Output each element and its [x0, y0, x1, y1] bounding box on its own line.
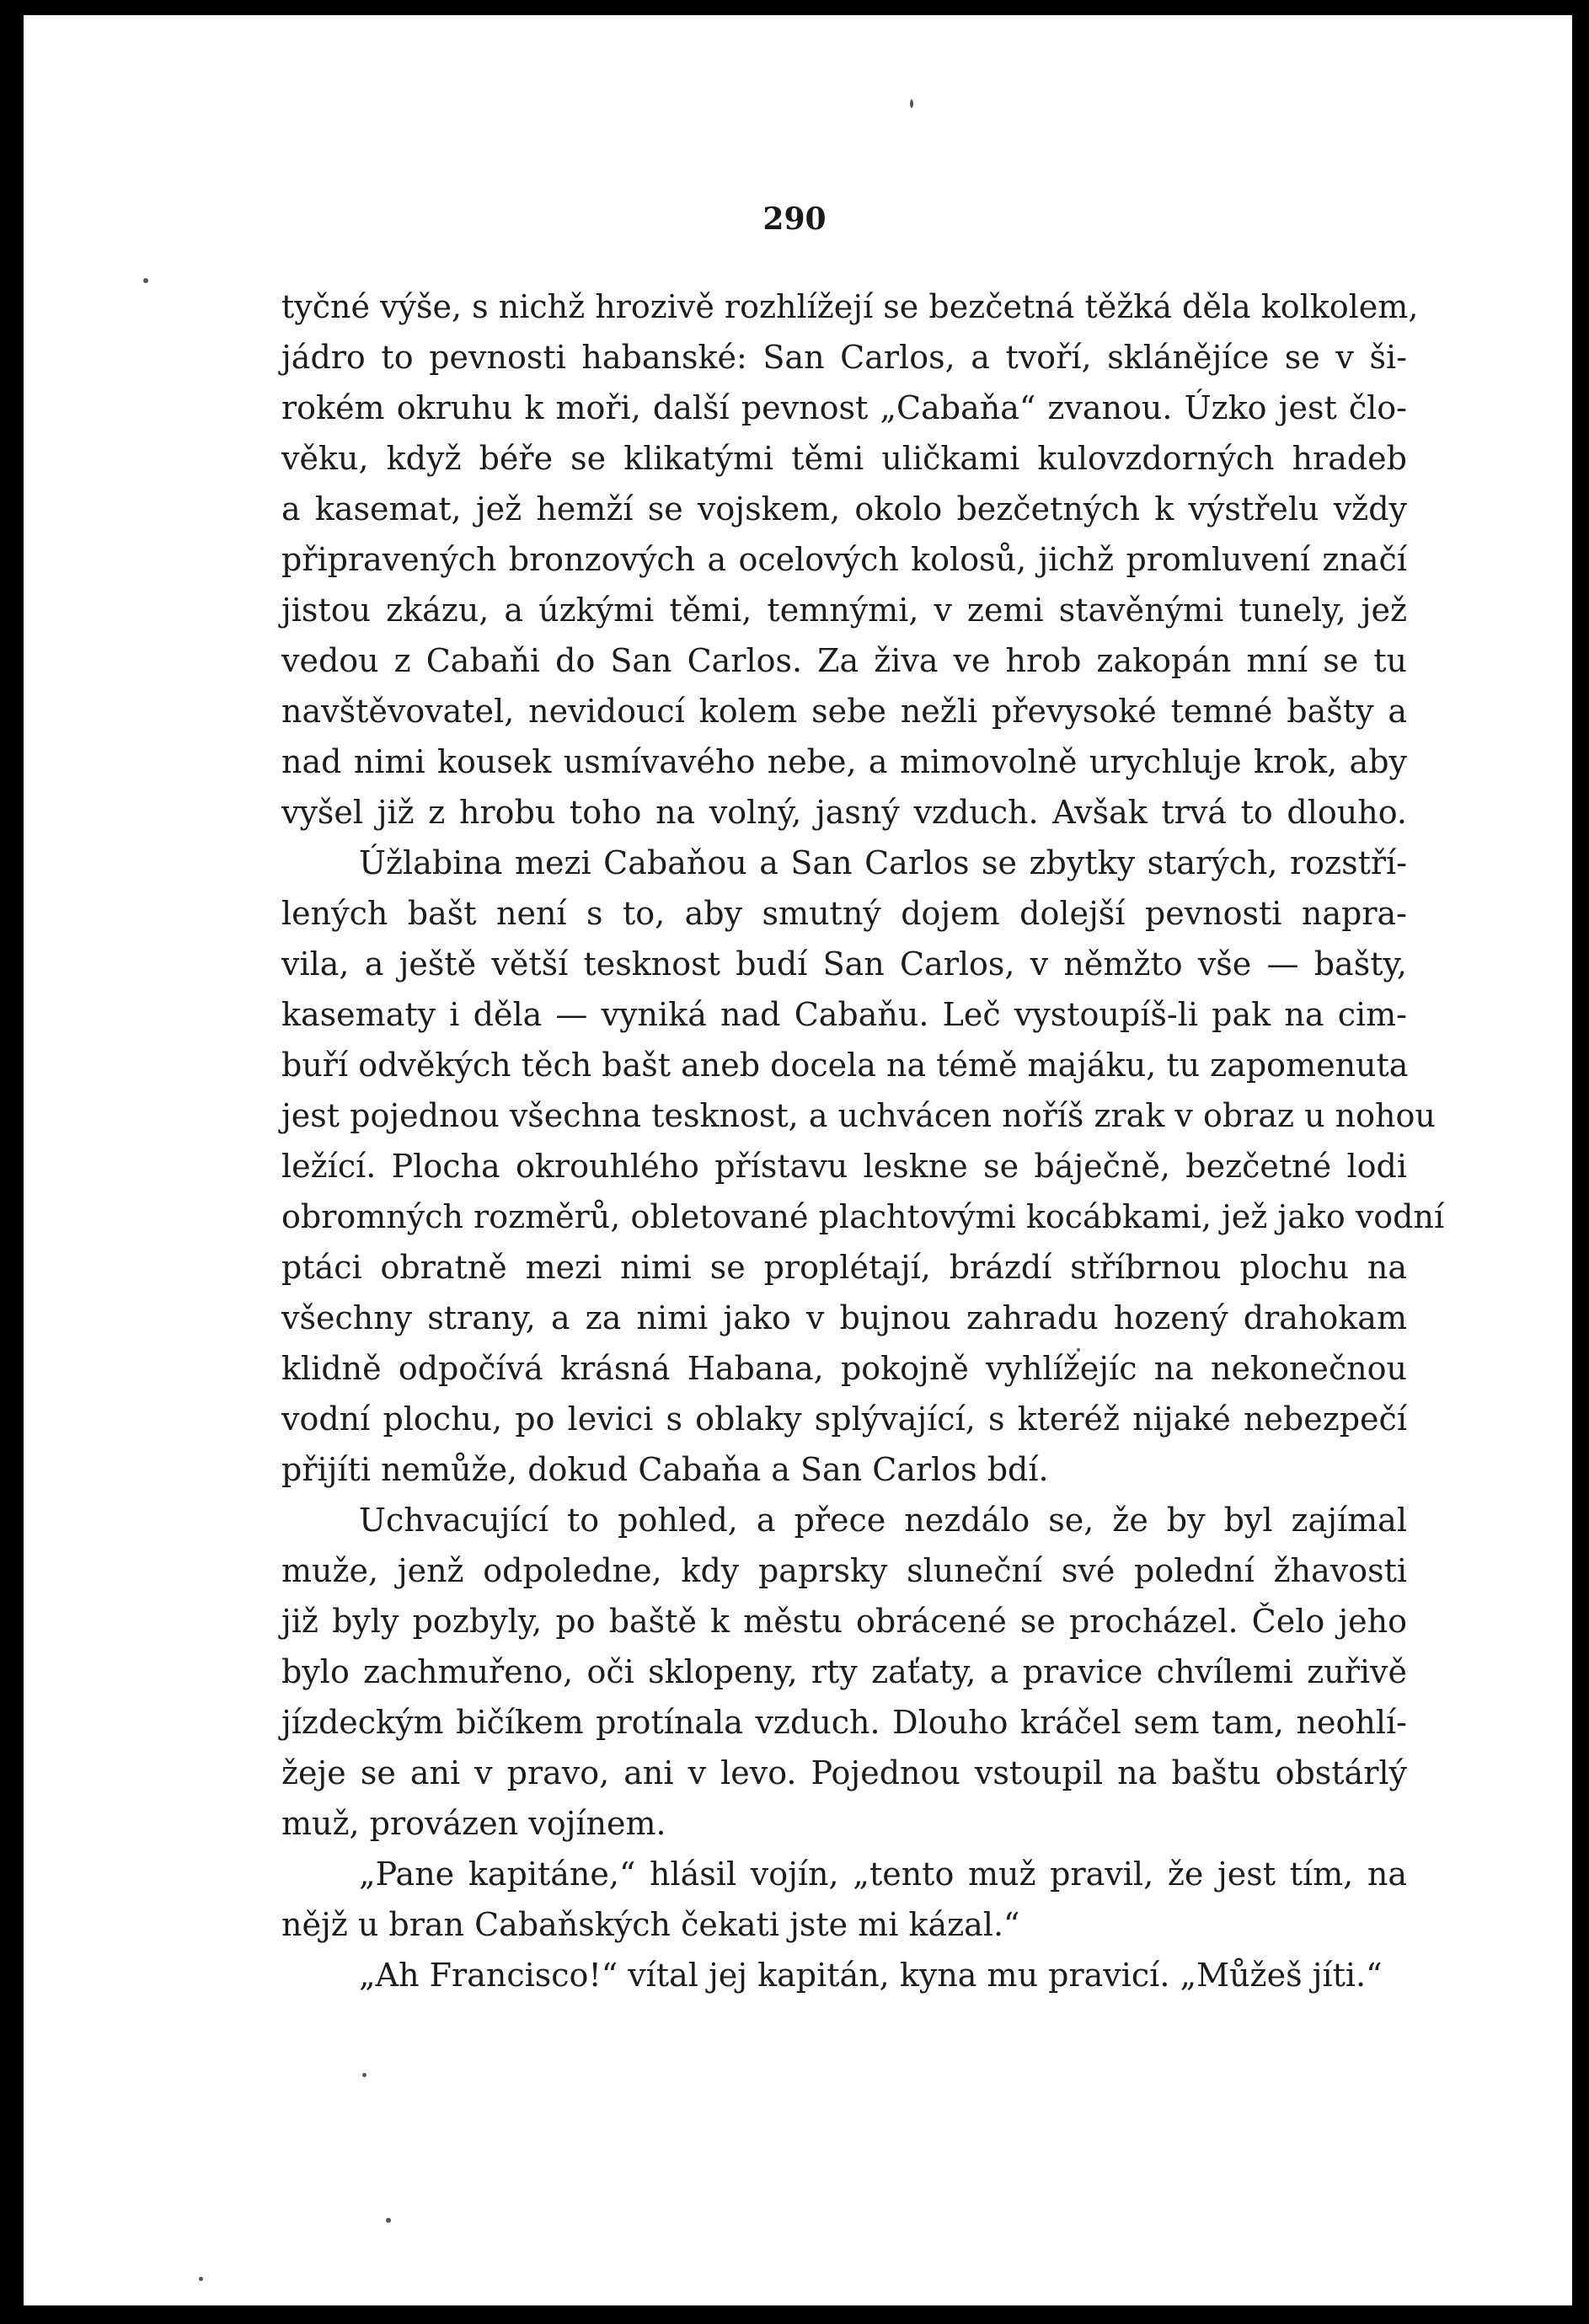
text-line: ptáci obratně mezi nimi se proplétají, brázdí stříbrnou plochu na: [281, 1249, 1407, 1286]
text-line: rokém okruhu k moři, další pevnost „Cabaňa“ zvanou. Úzko jest člo-: [281, 389, 1407, 426]
text-line: jistou zkázu, a úzkými těmi, temnými, v zemi stavěnými tunely, jež: [281, 592, 1407, 629]
text-line: vila, a ještě větší tesknost budí San Carlos, v němžto vše — bašty,: [281, 945, 1407, 983]
text-line: ležící. Plocha okrouhlého přístavu leskne se báječně, bezčetné lodi: [281, 1148, 1407, 1185]
body-text: [281, 281, 1445, 2000]
text-line: Uchvacující to pohled, a přece nezdálo se, že by byl zajímal: [359, 1502, 1407, 1539]
text-line: přijíti nemůže, dokud Cabaňa a San Carlos bdí.: [281, 1451, 1049, 1488]
dust-speck: [386, 2218, 391, 2223]
text-line: vodní plochu, po levici s oblaky splývající, s kteréž nijaké nebezpečí: [281, 1400, 1407, 1438]
text-line: „Ah Francisco!“ vítal jej kapitán, kyna mu pravicí. „Můžeš jíti.“: [359, 1957, 1383, 1994]
text-line: „Pane kapitáne,“ hlásil vojín, „tento muž pravil, že jest tím, na: [359, 1855, 1407, 1893]
text-line: tyčné výše, s nichž hrozivě rozhlížejí se bezčetná těžká děla kolkolem,: [281, 288, 1419, 325]
text-line: jízdeckým bičíkem protínala vzduch. Dlouho kráčel sem tam, neohlí-: [281, 1704, 1407, 1741]
text-line: navštěvovatel, nevidoucí kolem sebe nežli převysoké temné bašty a: [281, 693, 1407, 730]
text-line: Úžlabina mezi Cabaňou a San Carlos se zbytky starých, rozstří-: [359, 844, 1407, 881]
dust-speck: [362, 2073, 366, 2077]
text-line: již byly pozbyly, po baště k městu obrácené se procházel. Čelo jeho: [281, 1603, 1407, 1640]
dust-speck: [199, 2277, 203, 2281]
dust-speck: [910, 99, 913, 108]
text-line: vedou z Cabaňi do San Carlos. Za živa ve hrob zakopán mní se tu: [281, 642, 1407, 679]
text-line: nějž u bran Cabaňských čekati jste mi kázal.“: [281, 1906, 1020, 1943]
text-line: muže, jenž odpoledne, kdy paprsky sluneční své polední žhavosti: [281, 1552, 1407, 1589]
text-line: věku, když béře se klikatými těmi uličkami kulovzdorných hradeb: [281, 440, 1407, 477]
text-line: a kasemat, jež hemží se vojskem, okolo bezčetných k výstřelu vždy: [281, 490, 1407, 527]
text-line: vyšel již z hrobu toho na volný, jasný vzduch. Avšak trvá to dlouho.: [281, 794, 1407, 831]
text-line: buří odvěkých těch bašt aneb docela na témě majáku, tu zapomenuta: [281, 1047, 1409, 1084]
dust-speck: [143, 278, 148, 283]
text-line: bylo zachmuřeno, oči sklopeny, rty zaťaty, a pravice chvílemi zuřivě: [281, 1653, 1407, 1690]
text-line: muž, provázen vojínem.: [281, 1805, 666, 1842]
text-line: obromných rozměrů, obletované plachtovými kocábkami, jež jako vodní: [281, 1198, 1445, 1235]
scan-edge: [1572, 0, 1589, 2324]
text-line: žeje se ani v pravo, ani v levo. Pojednou vstoupil na baštu obstárlý: [281, 1754, 1407, 1791]
text-line: jest pojednou všechna tesknost, a uchvácen noříš zrak v obraz u nohou: [281, 1097, 1436, 1134]
text-line: kasematy i děla — vyniká nad Cabaňu. Leč vystoupíš-li pak na cim-: [281, 996, 1407, 1033]
page-number: 290: [762, 201, 827, 237]
text-line: nad nimi kousek usmívavého nebe, a mimovolně urychluje krok, aby: [281, 743, 1407, 780]
text-line: klidně odpočívá krásná Habana, pokojně vyhlížejíc na nekonečnou: [281, 1350, 1407, 1387]
text-line: připravených bronzových a ocelových kolosů, jichž promluvení značí: [281, 541, 1407, 578]
text-line: jádro to pevnosti habanské: San Carlos, a tvoří, sklánějíce se v ši-: [281, 339, 1407, 376]
text-line: lených bašt není s to, aby smutný dojem dolejší pevnosti napra-: [281, 895, 1407, 932]
text-line: všechny strany, a za nimi jako v bujnou zahradu hozený drahokam: [281, 1299, 1407, 1336]
